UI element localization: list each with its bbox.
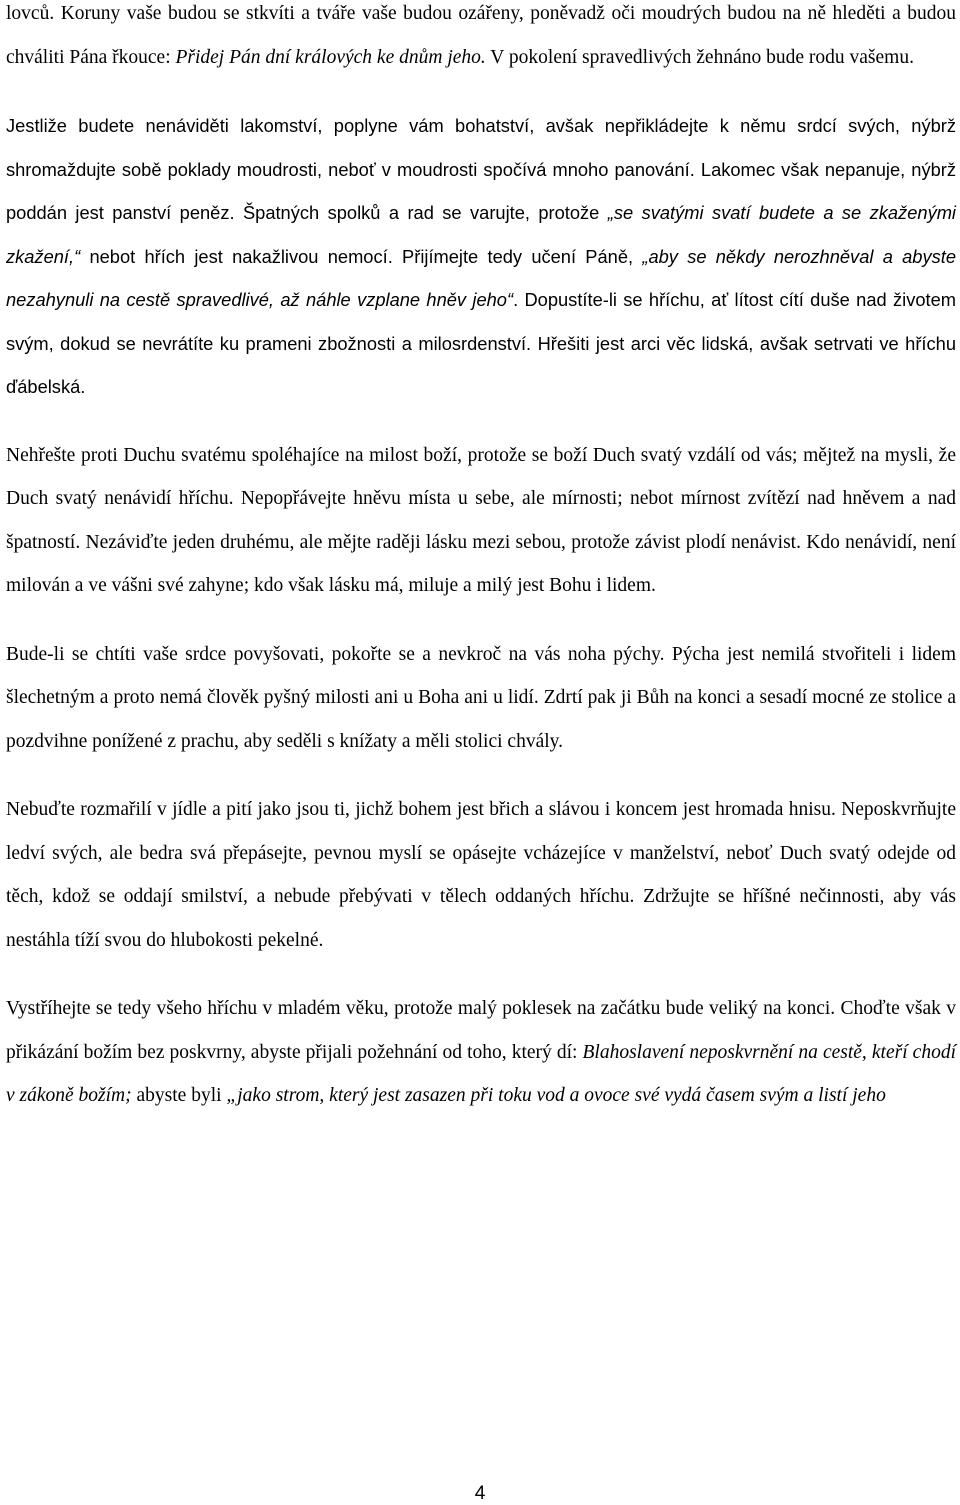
italic-quote: „se svatými svatí budete a se zkaženými zkažení,“	[6, 202, 956, 267]
paragraph	[6, 104, 956, 409]
text-run: V pokolení spravedlivých žehnáno bude rodu vašemu.	[485, 46, 914, 68]
text-run: nebot hřích jest nakažlivou nemocí. Přijímejte tedy učení Páně,	[80, 245, 643, 267]
paragraph	[6, 434, 956, 608]
paragraph	[6, 0, 956, 79]
italic-quote: Přidej Pán dní králových ke dnům jeho.	[175, 46, 486, 68]
text-run: Nehřešte proti Duchu svatému spoléhajíce na milost boží, protože se boží Duch svatý vzdálí od vás; mějtež na mysli, že Duch svatý nenávidí hříchu. Nepopřávejte hněvu místa u sebe, ale mírnosti; nebot mírnost zvítězí nad hněvem a nad špatností. Nezáviďte jeden druhému, ale mějte raději lásku mezi sebou, protože závist plodí nenávist. Kdo nenávidí, není milován a ve vášni své zahyne; kdo však lásku má, miluje a milý jest Bohu i lidem.	[6, 444, 956, 596]
text-run: Jestliže budete nenáviděti lakomství, poplyne vám bohatství, avšak nepřikládejte k němu srdcí svých, nýbrž shromaždujte sobě poklady moudrosti, neboť v moudrosti spočívá mnoho panování. Lakomec však nepanuje, nýbrž poddán jest panství peněz. Špatných spolků a rad se varujte, protože	[6, 115, 956, 223]
paragraph	[6, 633, 956, 764]
text-run: Bude-li se chtíti vaše srdce povyšovati, pokořte se a nevkroč na vás noha pýchy. Pýcha jest nemilá stvořiteli i lidem šlechetným a proto nemá člověk pyšný milosti ani u Boha ani u lidí. Zdrtí pak ji Bůh na konci a sesadí mocné ze stolice a pozdvihne ponížené z prachu, aby seděli s knížaty a měli stolici chvály.	[6, 643, 956, 752]
page-number: 4	[474, 1483, 486, 1504]
italic-quote: „aby se někdy nerozhněval a abyste nezahynuli na cestě spravedlivé, až náhle vzplane hněv jeho“	[6, 245, 956, 310]
paragraph	[6, 987, 956, 1118]
text-run: Vystříhejte se tedy všeho hříchu v mladém věku, protože malý poklesek na začátku bude veliký na konci. Choďte však v přikázání božím bez poskvrny, abyste přijali požehnání od toho, který dí:	[6, 998, 956, 1063]
text-run: abyste byli	[131, 1085, 227, 1106]
italic-quote: „jako strom, který jest zasazen při toku vod a ovoce své vydá časem svým a listí jeho	[226, 1085, 886, 1106]
document-page	[6, 0, 956, 1118]
body-text	[6, 0, 956, 1118]
italic-quote: Blahoslavení neposkvrnění na cestě, kteří chodí v zákoně božím;	[6, 1041, 956, 1106]
text-run: lovců. Koruny vaše budou se stkvíti a tváře vaše budou ozářeny, poněvadž oči moudrých budou na ně hleděti a budou chváliti Pána řkouce:	[6, 3, 956, 68]
paragraph	[6, 788, 956, 962]
text-run: Nebuďte rozmařilí v jídle a pití jako jsou ti, jichž bohem jest břich a slávou i koncem jest hromada hnisu. Neposkvrňujte ledví svých, ale bedra svá přepásejte, pevnou myslí se opásejte vcházejíce v manželství, neboť Duch svatý odejde od těch, kdož se oddají smilství, a nebude přebývati v tělech oddaných hříchu. Zdržujte se hříšné nečinnosti, aby vás nestáhla tíží svou do hlubokosti pekelné.	[6, 799, 956, 951]
text-run: . Dopustíte-li se hříchu, ať lítost cítí duše nad životem svým, dokud se nevrátíte ku prameni zbožnosti a milosrdenství. Hřešiti jest arci věc lidská, avšak setrvati ve hříchu ďábelská.	[6, 289, 956, 397]
